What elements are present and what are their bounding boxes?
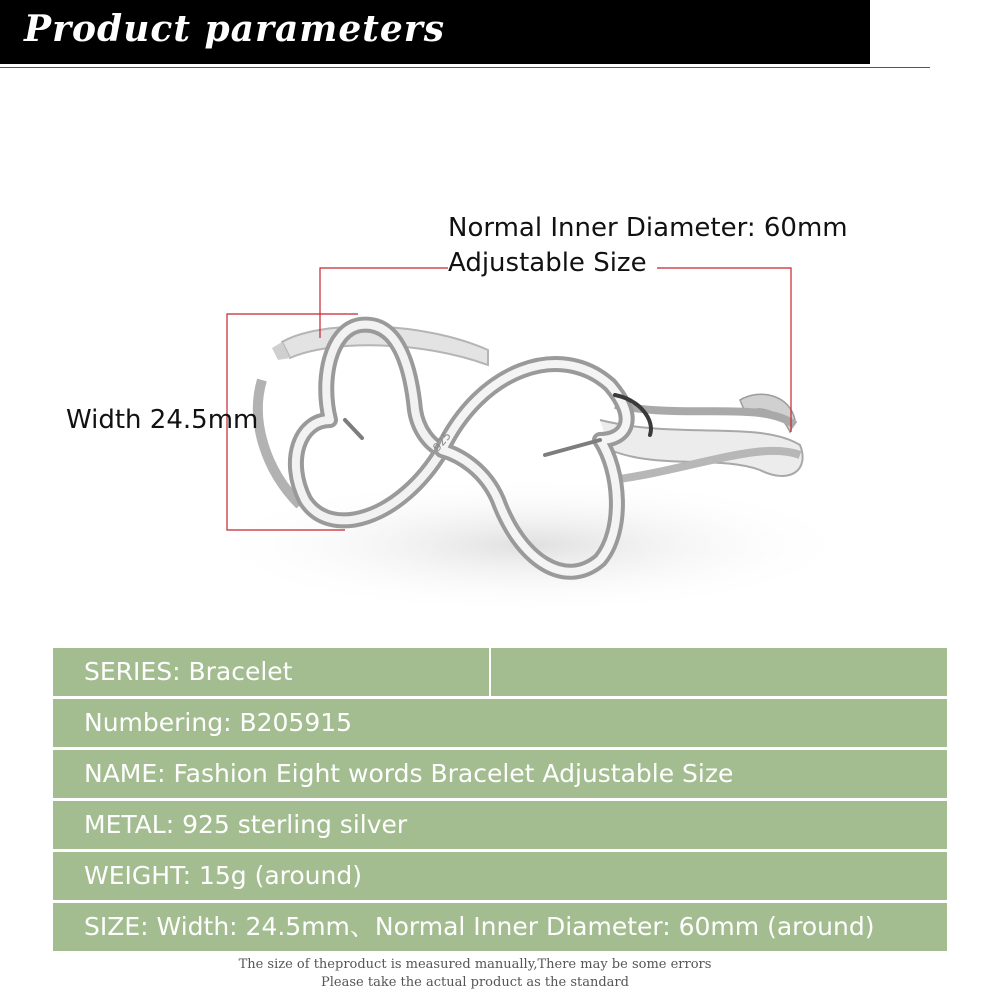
diameter-label: Normal Inner Diameter: 60mm xyxy=(448,213,848,243)
row-divider xyxy=(489,648,491,696)
series-value: SERIES: Bracelet xyxy=(84,657,293,686)
bracelet-image xyxy=(0,70,1000,640)
name-value: NAME: Fashion Eight words Bracelet Adjustable Size xyxy=(84,759,734,788)
spec-row-weight xyxy=(53,852,947,900)
metal-value: METAL: 925 sterling silver xyxy=(84,810,408,839)
standard-note: Please take the actual product as the standard xyxy=(321,975,629,990)
numbering-value: Numbering: B205915 xyxy=(84,708,353,737)
width-label: Width 24.5mm xyxy=(66,405,259,435)
spec-row-name xyxy=(53,750,947,798)
size-value: SIZE: Width: 24.5mm、Normal Inner Diameter: 60mm (around) xyxy=(84,912,875,941)
spec-row-metal xyxy=(53,801,947,849)
ring-stamp: 925 xyxy=(430,429,454,454)
spec-row-size xyxy=(53,903,947,951)
header-divider xyxy=(0,67,930,68)
spec-row-numbering xyxy=(53,699,947,747)
measurement-note: The size of theproduct is measured manually,There may be some errors xyxy=(238,957,712,972)
header-bar xyxy=(0,0,870,64)
page-title: Product parameters xyxy=(24,8,446,50)
adjustable-label: Adjustable Size xyxy=(448,248,647,278)
spec-row-series xyxy=(53,648,947,696)
weight-value: WEIGHT: 15g (around) xyxy=(84,861,362,890)
spec-table xyxy=(53,648,947,954)
